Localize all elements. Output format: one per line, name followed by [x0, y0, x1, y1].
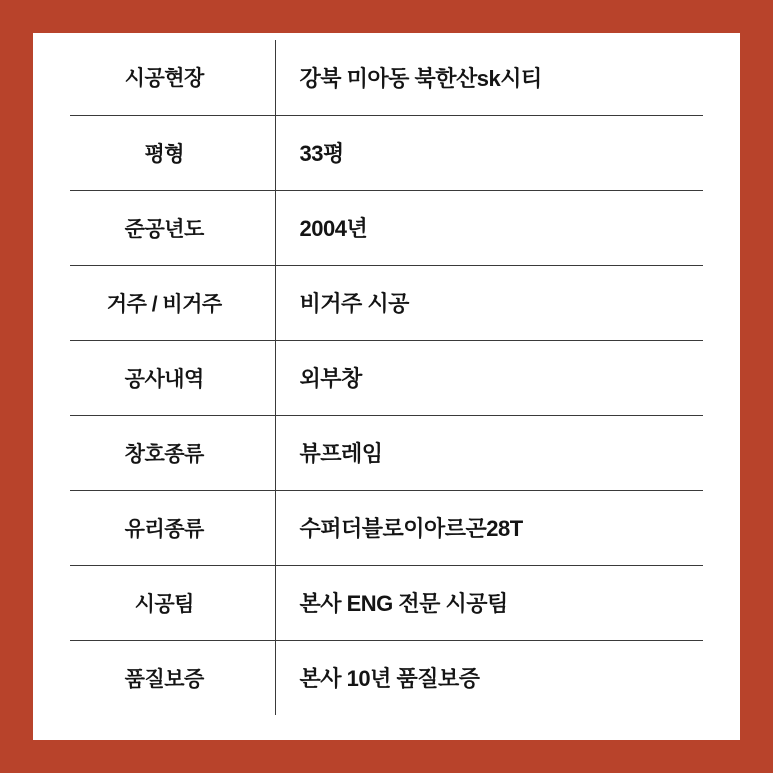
row-label: 창호종류: [70, 415, 275, 490]
row-label: 시공현장: [70, 40, 275, 115]
row-label: 거주 / 비거주: [70, 265, 275, 340]
row-value: 강북 미아동 북한산sk시티: [275, 40, 703, 115]
table-row: [70, 565, 703, 640]
table-row: [70, 490, 703, 565]
row-value: 본사 ENG 전문 시공팀: [275, 565, 703, 640]
row-label: 평형: [70, 115, 275, 190]
row-value: 비거주 시공: [275, 265, 703, 340]
specification-table-body: [70, 40, 703, 715]
table-row: [70, 115, 703, 190]
spec-card: [33, 33, 740, 740]
table-row: [70, 265, 703, 340]
row-label: 시공팀: [70, 565, 275, 640]
row-value: 뷰프레임: [275, 415, 703, 490]
row-value: 외부창: [275, 340, 703, 415]
table-row: [70, 640, 703, 715]
row-value: 33평: [275, 115, 703, 190]
specification-table: [70, 40, 703, 715]
table-row: [70, 340, 703, 415]
row-value: 본사 10년 품질보증: [299, 666, 480, 692]
row-label: 품질보증: [70, 640, 275, 715]
table-row: [70, 415, 703, 490]
row-value: 2004년: [275, 190, 703, 265]
row-label: 유리종류: [70, 490, 275, 565]
row-label: 공사내역: [70, 340, 275, 415]
table-row: [70, 190, 703, 265]
table-row: [70, 40, 703, 115]
row-value: 수퍼더블로이아르곤28T: [275, 490, 703, 565]
row-label: 준공년도: [70, 190, 275, 265]
